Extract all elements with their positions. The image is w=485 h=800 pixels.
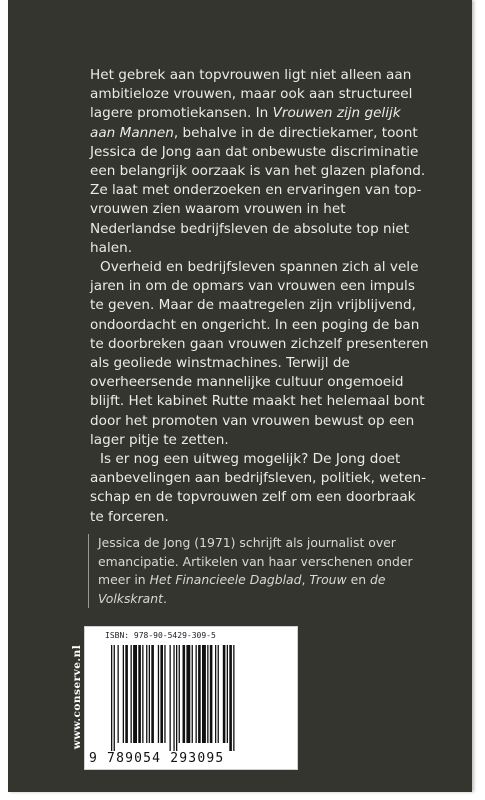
- barcode: [109, 645, 283, 751]
- isbn-label: ISBN: 978-90-5429-309-5: [105, 631, 216, 640]
- barcode-bar: [125, 645, 128, 743]
- publication-volkskrant: de Volkskrant: [98, 572, 386, 606]
- barcode-bar: [170, 645, 171, 751]
- barcode-bar: [146, 645, 147, 743]
- publication-trouw: Trouw: [309, 572, 347, 588]
- barcode-bar: [160, 645, 163, 743]
- barcode-bar: [233, 645, 234, 751]
- barcode-bar: [210, 645, 213, 743]
- barcode-bar: [183, 645, 186, 743]
- blurb: [90, 66, 430, 527]
- barcode-bar: [142, 645, 143, 743]
- barcode-bar: [149, 645, 150, 743]
- barcode-bar: [196, 645, 197, 743]
- ean-number: 9 789054 293095: [89, 751, 225, 766]
- barcode-bar: [186, 645, 190, 743]
- book-title: Vrouwen zijn gelijk aan Mannen: [90, 105, 401, 141]
- barcode-bar: [118, 645, 119, 743]
- barcode-bar: [207, 645, 208, 743]
- barcode-bar: [114, 645, 115, 751]
- barcode-bar: [215, 645, 216, 743]
- blurb-paragraph-3: Is er nog een uitweg mogelijk? De Jong doet aanbevelingen aan bedrijfsleven, politiek, weten-schap en de topvrouwen zelf om een doorbraak te forceren.: [90, 451, 426, 525]
- blurb-paragraph-2: Overheid en bedrijfsleven spannen zich al vele jaren in om de opmars van vrouwen een impuls te geven. Maar de maatregelen zijn vrijblijvend, ondoordacht en ongericht. In een poging de ban te doorbreken gaan vrouwen zichzelf presenteren als geoliede winstmachines. Terwijl de overheersende mannelijke cultuur ongemoeid blijft. Het kabinet Rutte maakt het helemaal bont door het promoten van vrouwen bewust op een lager pitje te zetten.: [90, 259, 429, 448]
- barcode-bar: [218, 645, 219, 743]
- barcode-bar: [227, 645, 228, 743]
- barcode-bar: [202, 645, 206, 743]
- blurb-paragraph-1: Het gebrek aan topvrouwen ligt niet alleen aan ambitieloze vrouwen, maar ook aan structureel lagere promotiekansen. In Vrouwen zijn gelijk aan Mannen, behalve in de directiekamer, toont Jessica de Jong aan dat onbewuste discriminatie een belangrijk oorzaak is van het glazen plafond. Ze laat met onderzoeken en ervaringen van top-vrouwen zien waarom vrouwen in het Nederlandse bedrijfsleven de absolute top niet halen.: [90, 67, 426, 256]
- author-bio: Jessica de Jong (1971) schrijft als journalist over emancipatie. Artikelen van haar verschenen onder meer in Het Financieele Dagblad, Trouw en de Volkskrant.: [88, 534, 428, 608]
- barcode-bar: [192, 645, 193, 743]
- barcode-bar: [123, 645, 124, 743]
- barcode-bar: [138, 645, 141, 743]
- publisher-url: www.conserve.nl: [71, 644, 83, 750]
- barcode-bar: [198, 645, 201, 743]
- barcode-bar: [131, 645, 132, 743]
- barcode-bar: [176, 645, 177, 751]
- barcode-bar: [111, 645, 112, 751]
- barcode-bar: [229, 645, 232, 751]
- barcode-bar: [173, 645, 174, 751]
- barcode-bar: [223, 645, 226, 743]
- barcode-box: [84, 626, 298, 770]
- barcode-bar: [151, 645, 154, 743]
- barcode-bar: [158, 645, 159, 743]
- barcode-bar: [179, 645, 180, 743]
- barcode-bar: [164, 645, 165, 743]
- publication-fd: Het Financieele Dagblad: [149, 572, 302, 588]
- barcode-bar: [133, 645, 137, 743]
